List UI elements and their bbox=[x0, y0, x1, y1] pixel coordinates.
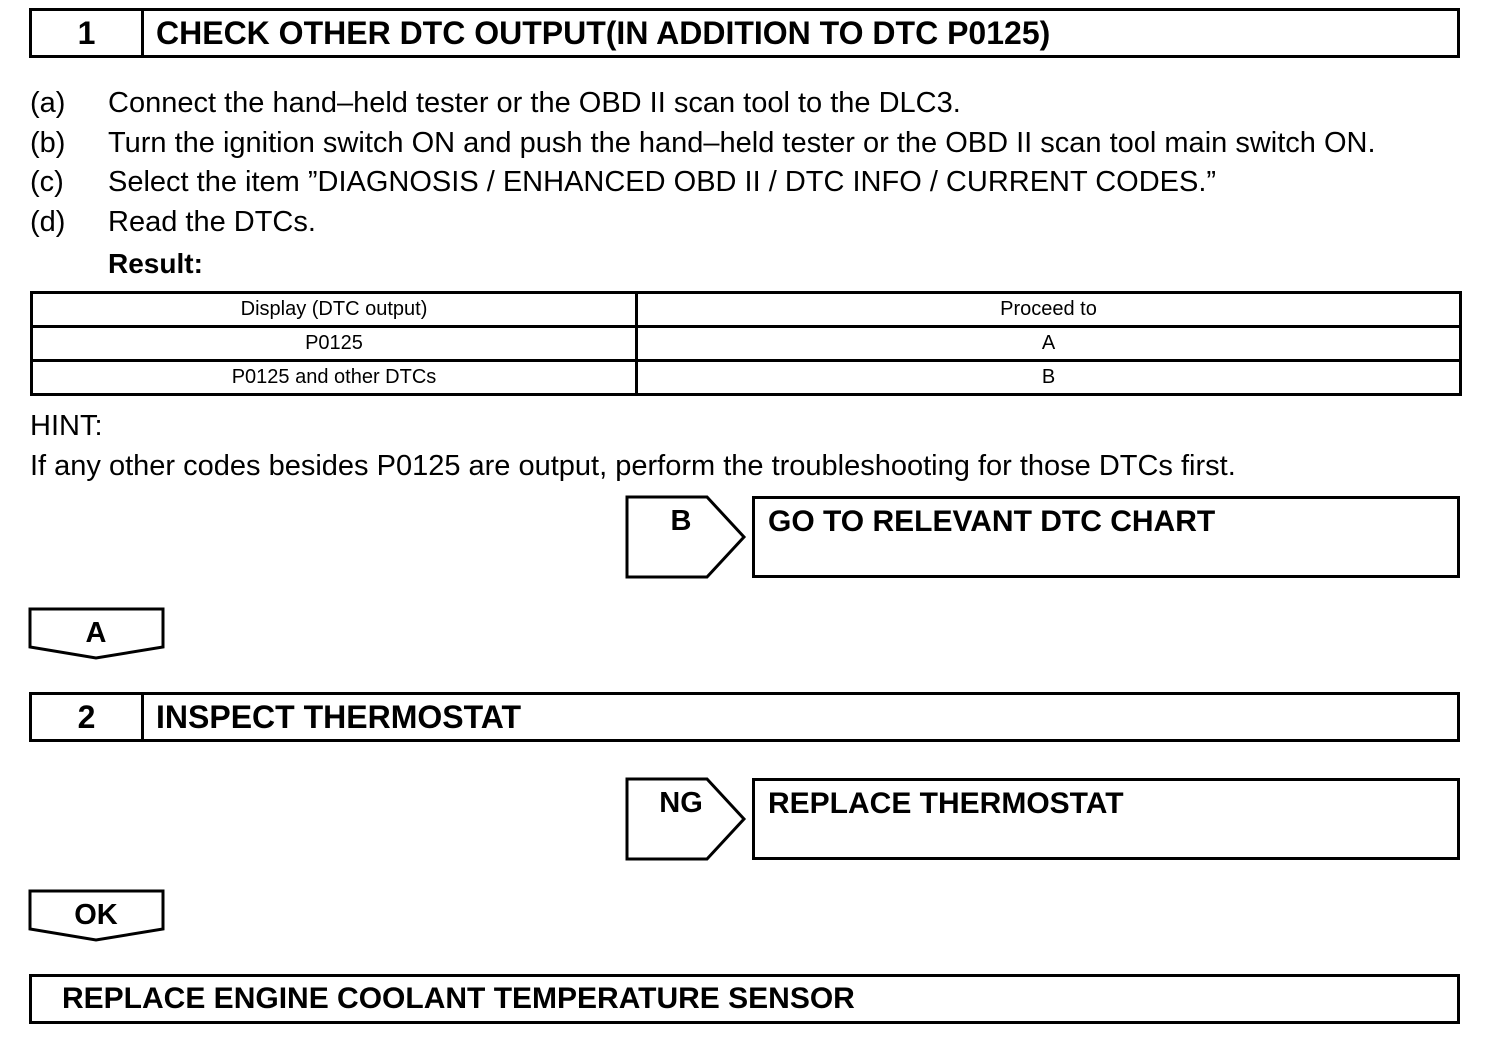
table-cell: P0125 and other DTCs bbox=[32, 361, 637, 395]
hint-label: HINT: bbox=[30, 410, 103, 442]
hint-text: If any other codes besides P0125 are output, perform the troubleshooting for those DTCs first. bbox=[30, 450, 1236, 482]
step-item-text: Turn the ignition switch ON and push the hand–held tester or the OBD II scan tool main switch ON. bbox=[108, 127, 1376, 159]
step-2-header bbox=[29, 692, 1460, 742]
step-item-text: Select the item ”DIAGNOSIS / ENHANCED OBD II / DTC INFO / CURRENT CODES.” bbox=[108, 166, 1217, 198]
final-action: REPLACE ENGINE COOLANT TEMPERATURE SENSOR bbox=[62, 982, 855, 1015]
step-1-title: CHECK OTHER DTC OUTPUT(IN ADDITION TO DTC P0125) bbox=[156, 14, 1051, 51]
step-item-label: (c) bbox=[30, 166, 64, 198]
step-item-text: Connect the hand–held tester or the OBD II scan tool to the DLC3. bbox=[108, 87, 961, 119]
step-item-label: (b) bbox=[30, 127, 66, 159]
step-2-title: INSPECT THERMOSTAT bbox=[156, 698, 522, 735]
step-2-number: 2 bbox=[32, 695, 144, 739]
continue-ok-label: OK bbox=[74, 899, 118, 931]
branch-b-action: GO TO RELEVANT DTC CHART bbox=[768, 505, 1216, 538]
branch-ng-label: NG bbox=[659, 787, 703, 819]
step-item-text: Read the DTCs. bbox=[108, 206, 316, 238]
table-header-proceed: Proceed to bbox=[637, 293, 1461, 327]
final-action-box bbox=[29, 974, 1460, 1024]
branch-ng-action-box bbox=[752, 778, 1460, 860]
branch-b-action-box bbox=[752, 496, 1460, 578]
step-1-number: 1 bbox=[32, 11, 144, 55]
table-cell: A bbox=[637, 327, 1461, 361]
step-item-label: (a) bbox=[30, 87, 66, 119]
table-header-display: Display (DTC output) bbox=[32, 293, 637, 327]
branch-ng-action: REPLACE THERMOSTAT bbox=[768, 787, 1124, 820]
continue-a-label: A bbox=[85, 617, 107, 649]
table-cell: P0125 bbox=[32, 327, 637, 361]
step-item-label: (d) bbox=[30, 206, 66, 238]
table-cell: B bbox=[637, 361, 1461, 395]
branch-b-label: B bbox=[670, 505, 692, 537]
result-label: Result: bbox=[108, 248, 203, 279]
